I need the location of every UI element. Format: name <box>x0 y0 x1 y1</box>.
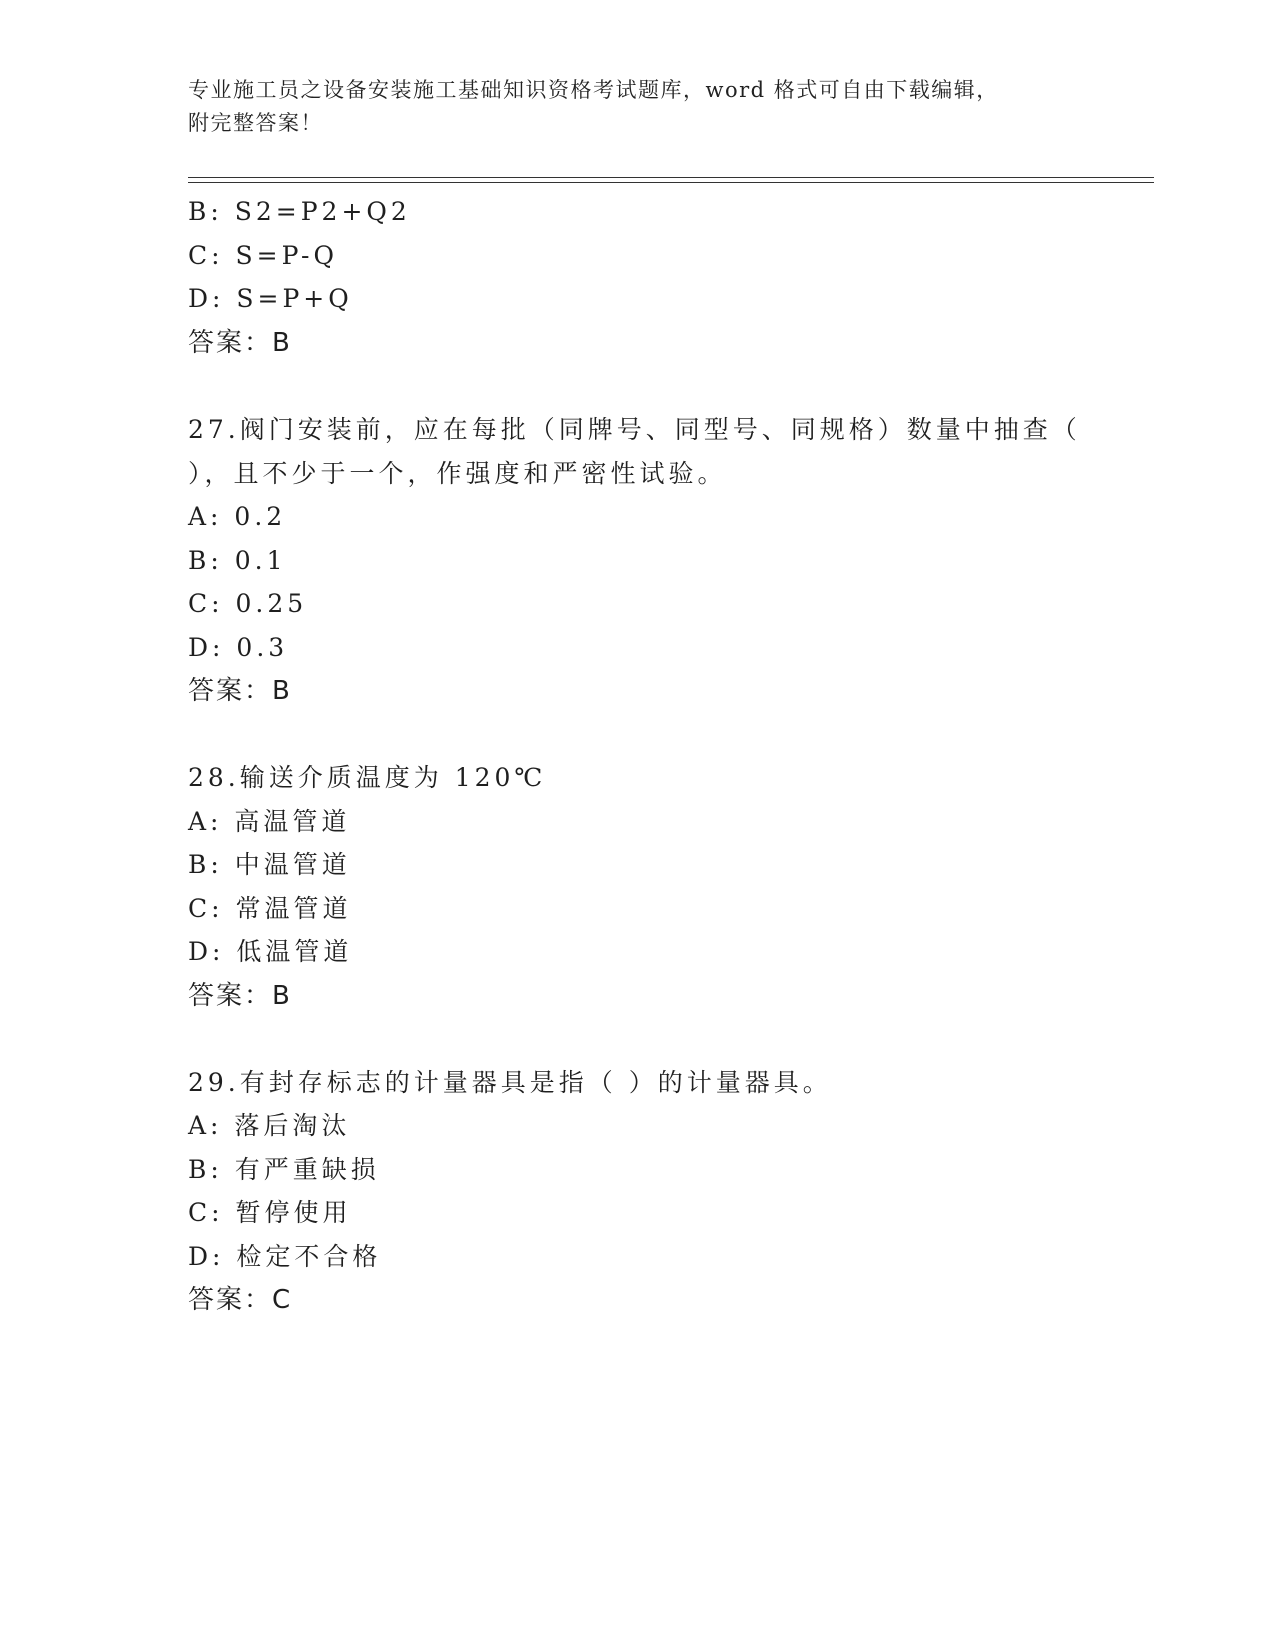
q29-answer: 答案：C <box>188 1285 293 1315</box>
q28-stem: 28.输送介质温度为 120℃ <box>188 763 547 792</box>
q29-option-d: D: 检定不合格 <box>188 1242 382 1271</box>
q28-option-d: D: 低温管道 <box>188 937 353 966</box>
header-line-1: 专业施工员之设备安装施工基础知识资格考试题库，word 格式可自由下载编辑， <box>188 78 999 102</box>
q27-answer: 答案：B <box>188 676 292 706</box>
q28-option-a: A: 高温管道 <box>188 807 351 836</box>
q27-option-d: D: 0.3 <box>188 633 289 662</box>
q29-option-a: A: 落后淘汰 <box>188 1111 351 1140</box>
q29-option-b: B: 有严重缺损 <box>188 1155 380 1184</box>
header-line-2: 附完整答案！ <box>188 111 323 135</box>
q28-option-c: C: 常温管道 <box>188 894 352 923</box>
q26-option-b: B: S2=P2+Q2 <box>188 197 411 226</box>
q27-option-b: B: 0.1 <box>188 546 287 575</box>
q27-stem-line-1: 27.阀门安装前，应在每批（同牌号、同型号、同规格）数量中抽查（ <box>188 415 1081 444</box>
header-divider-bottom <box>188 182 1154 183</box>
document-header <box>188 74 1088 140</box>
q29-stem: 29.有封存标志的计量器具是指（ ）的计量器具。 <box>188 1068 832 1097</box>
q26-option-c: C: S=P-Q <box>188 241 338 270</box>
q27-option-a: A: 0.2 <box>188 502 287 531</box>
q28-answer: 答案：B <box>188 981 292 1011</box>
q26-answer: 答案：B <box>188 328 292 358</box>
q29-option-c: C: 暂停使用 <box>188 1198 352 1227</box>
q27-stem-line-2: ），且不少于一个，作强度和严密性试验。 <box>188 459 727 488</box>
q26-option-d: D: S=P+Q <box>188 284 353 313</box>
header-divider-top <box>188 177 1154 178</box>
q27-option-c: C: 0.25 <box>188 589 308 618</box>
q28-option-b: B: 中温管道 <box>188 850 351 879</box>
